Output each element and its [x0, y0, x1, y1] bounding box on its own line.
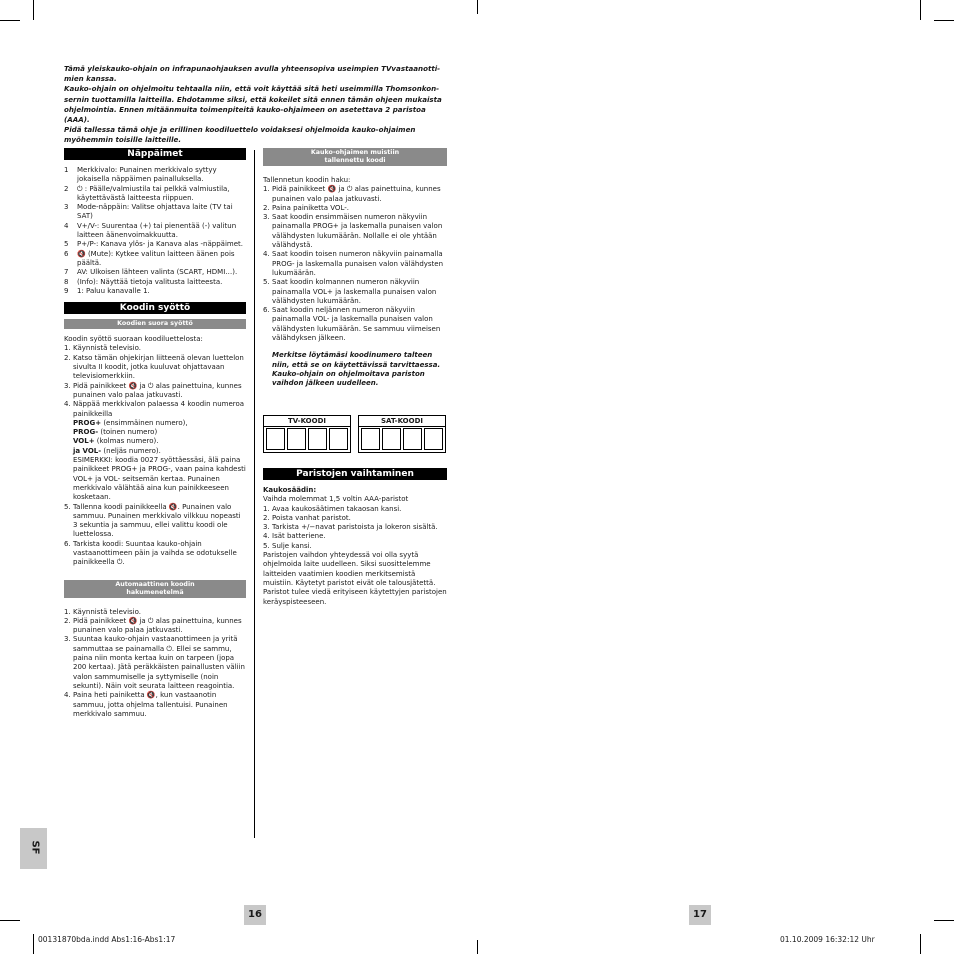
- subheader-suora: Koodien suora syöttö: [64, 319, 246, 329]
- code-digit-cell: [361, 428, 380, 450]
- column-divider: [254, 150, 255, 838]
- crop-mark: [0, 920, 20, 921]
- code-digit-cell: [287, 428, 306, 450]
- list-item: 1. Käynnistä televisio.: [64, 607, 141, 616]
- crop-mark: [33, 934, 34, 954]
- code-note: Merkitse löytämäsi koodinumero talteen niin, että se on käytettävissä tarvittaessa. Kauko-ohjain on ohjelmoitava pariston vaihdon jälkeen uudelleen.: [272, 351, 441, 388]
- section-header-napit: Näppäimet: [64, 148, 246, 160]
- list-item: 2. Paina painiketta VOL-.: [263, 203, 349, 212]
- subheader-muisti: Kauko-ohjaimen muistiin tallennettu koodi: [263, 148, 447, 166]
- code-digit-cell: [424, 428, 443, 450]
- list-item: 7 AV: Ulkoisen lähteen valinta (SCART, HDMI…).: [64, 268, 238, 277]
- middle-column: [263, 148, 447, 389]
- list-item: 4 V+/V-: Suurentaa (+) tai pienentää (-) valitun laitteen äänenvoimakkuutta.: [64, 221, 237, 240]
- intro-text: [64, 64, 449, 146]
- list-item: 3. Pidä painikkeet 🔇 ja ⏻ alas painettuina, kunnes punainen valo palaa jatkuvasti.: [64, 381, 242, 399]
- list-item: 4. Näppää merkkivalon palaessa 4 koodin numeroa painikkeilla: [64, 400, 245, 418]
- list-item: 8 (Info): Näyttää tietoja valitusta laitteesta.: [64, 277, 223, 286]
- battery-section: [263, 468, 447, 607]
- subheader-auto: Automaattinen koodin hakumenetelmä: [64, 580, 246, 598]
- keys-list: [64, 166, 246, 296]
- suora-steps: [64, 344, 246, 418]
- list-item: 2. Pidä painikkeet 🔇 ja ⏻ alas painettuina, kunnes punainen valo palaa jatkuvasti.: [64, 616, 242, 635]
- crop-mark: [0, 20, 20, 21]
- auto-steps: [64, 608, 246, 720]
- list-item: 3 Mode-näppäin: Valitse ohjattava laite (TV tai SAT): [64, 203, 233, 221]
- tv-code-box: [263, 415, 351, 453]
- haku-steps: [263, 185, 447, 343]
- sat-code-box: [358, 415, 446, 453]
- crop-mark: [934, 20, 954, 21]
- list-item: 5. Tallenna koodi painikkeella 🔇. Punainen valo sammuu. Punainen merkkivalo vilkkuu nopeasti 3 sekuntia ja sammuu, ellei valittu koodi ole luettelossa.: [64, 502, 241, 539]
- crop-mark: [920, 0, 921, 20]
- battery-steps: [263, 505, 447, 551]
- list-item: 1. Käynnistä televisio.: [64, 344, 141, 353]
- page-number-left: 16: [244, 905, 266, 925]
- list-item: 4. Paina heti painiketta 🔇, kun vastaanotin sammuu, jotta ohjelma tallentuisi. Punainen merkkivalo sammuu.: [64, 691, 228, 718]
- crop-mark: [920, 934, 921, 954]
- footer-timestamp: 01.10.2009 16:32:12 Uhr: [780, 935, 875, 944]
- list-item: 5. Sulje kansi.: [263, 541, 312, 550]
- code-digit-cell: [403, 428, 422, 450]
- intro-paragraph: Pidä tallessa tämä ohje ja erillinen koodiluettelo voidaksesi ohjelmoida kauko-ohjaimen myöhemmin toisille laitteille.: [64, 125, 416, 145]
- language-tab: [20, 828, 47, 869]
- example-text: ESIMERKKI: koodia 0027 syöttäessäsi, älä paina painikkeet PROG+ ja PROG-, vaan paina kahdesti VOL+ ja VOL- seitsemän kertaa. Punainen merkkivalo välähtää aina kun painikkeeseen kosketaan.: [73, 456, 246, 502]
- footer-file-info: 00131870bda.indd Abs1:16-Abs1:17: [38, 935, 176, 944]
- crop-mark: [477, 940, 478, 954]
- crop-mark: [477, 0, 478, 14]
- list-item: 4. Saat koodin toisen numeron näkyviin painamalla PROG- ja laskemalla punaisen valon välähdysten lukumäärän.: [263, 250, 444, 277]
- list-item: 5. Saat koodin kolmannen numeron näkyviin painamalla VOL+ ja laskemalla punaisen valon välähdysten lukumäärän.: [263, 278, 437, 305]
- list-item: 5 P+/P-: Kanava ylös- ja Kanava alas -näppäimet.: [64, 240, 243, 249]
- tv-code-label: TV-KOODI: [264, 416, 350, 427]
- section-header-paristot: Paristojen vaihtaminen: [263, 468, 447, 480]
- list-item: 3. Tarkista +/−navat paristoista ja lokeron sisältä.: [263, 523, 438, 532]
- code-digit-cell: [382, 428, 401, 450]
- kaukosaadin-label: Kaukosäädin:: [263, 486, 317, 494]
- section-header-syotto: Koodin syöttö: [64, 302, 246, 314]
- list-item: 9 1: Paluu kanavalle 1.: [64, 286, 150, 295]
- list-item: 4. Isät batteriene.: [263, 532, 326, 541]
- list-item: 1 Merkkivalo: Punainen merkkivalo syttyy jokaisella näppäimen painalluksella.: [64, 166, 217, 184]
- list-item: 2. Katso tämän ohjekirjan liitteenä olevan luettelon sivulta II koodit, jotka kuuluvat ohjattavaan televisiomerkkiin.: [64, 353, 244, 381]
- step4-details: PROG+ (ensimmäinen numero), PROG- (toinen numero) VOL+ (kolmas numero). ja VOL- (neljäs numero). ESIMERKKI: koodia 0027 syöttäessäsi, älä paina painikkeet PROG+ ja PROG-, vaan paina kahdesti VOL+ ja VOL- seitsemän kertaa. Punainen merkkivalo välähtää aina kun painikkeeseen kosketaan.: [73, 418, 246, 502]
- intro-paragraph: Kauko-ohjain on ohjelmoitu tehtaalla niin, että voit käyttää sitä heti useimmilla Thomsonkon-sernin tuottamilla laitteilla. Ehdotamme siksi, että kokeilet sitä ennen tämän ohjeen mukaista ohjelmointia. Ennen mitäänmuita toimenpiteitä kauko-ohjaimeen on asetettava 2 paristoa (AAA).: [64, 84, 442, 125]
- list-item: 2. Poista vanhat paristot.: [263, 513, 351, 522]
- list-item: 1. Pidä painikkeet 🔇 ja ⏻ alas painettuina, kunnes punainen valo palaa jatkuvasti.: [263, 185, 441, 203]
- code-digit-cell: [329, 428, 348, 450]
- crop-mark: [934, 920, 954, 921]
- intro-paragraph: Tämä yleiskauko-ohjain on infrapunaohjauksen avulla yhteensopiva useimpien TVvastaanotti-mien kanssa.: [64, 64, 441, 84]
- list-item: 2 ⏻ : Päälle/valmiustila tai pelkkä valmiustila, käytettävästä laitteesta riippuen.: [64, 184, 230, 202]
- left-column: [64, 148, 246, 719]
- list-item: 6 🔇 (Mute): Kytkee valitun laitteen äänen pois päältä.: [64, 249, 235, 267]
- suora-intro: Koodin syöttö suoraan koodiluettelosta:: [64, 335, 203, 344]
- list-item: 3. Suuntaa kauko-ohjain vastaanottimeen ja yritä sammuttaa se painamalla ⏻. Ellei se sammu, paina niin monta kertaa kuin on tarpeen (jopa 200 kertaa). Jätä peräkkäisten painallusten väliin valon sammumiselle ja syttymiselle (noin sekunti). Näin voit seurata laitteen reagointia.: [64, 635, 245, 690]
- code-digit-cell: [266, 428, 285, 450]
- haku-intro: Tallennetun koodin haku:: [263, 176, 351, 184]
- page-number-right: 17: [689, 905, 711, 925]
- list-item: 1. Avaa kaukosäätimen takaosan kansi.: [263, 504, 402, 513]
- battery-outro: Paristojen vaihdon yhteydessä voi olla syytä ohjelmoida laite uudelleen. Siksi suosittelemme laitteiden vaatimien koodien merkitsemistä muistiin. Käytetyt paristot eivät ole talousjätettä. Paristot tulee viedä erityiseen käytettyjen paristojen keräyspisteeseen.: [263, 551, 447, 606]
- sat-code-label: SAT-KOODI: [359, 416, 445, 427]
- list-item: 6. Tarkista koodi: Suuntaa kauko-ohjain vastaanottimeen päin ja vaihda se odotukselle painikkeella ⏻.: [64, 539, 237, 567]
- code-digit-cell: [308, 428, 327, 450]
- list-item: 6. Saat koodin neljännen numeron näkyviin painamalla VOL- ja laskemalla punaisen valon välähdysten lukumäärän. Se sammuu viimeisen välähdyksen jälkeen.: [263, 306, 441, 343]
- crop-mark: [33, 0, 34, 20]
- list-item: 3. Saat koodin ensimmäisen numeron näkyviin painamalla PROG+ ja laskemalla punaisen valon välähdysten lukumäärän. Nollalle ei ole yhtään välähdystä.: [263, 213, 443, 250]
- suora-steps-2: [64, 503, 246, 568]
- language-tab-label: SF: [29, 840, 41, 855]
- kaukosaadin-text: Vaihda molemmat 1,5 voltin AAA-paristot: [263, 495, 409, 504]
